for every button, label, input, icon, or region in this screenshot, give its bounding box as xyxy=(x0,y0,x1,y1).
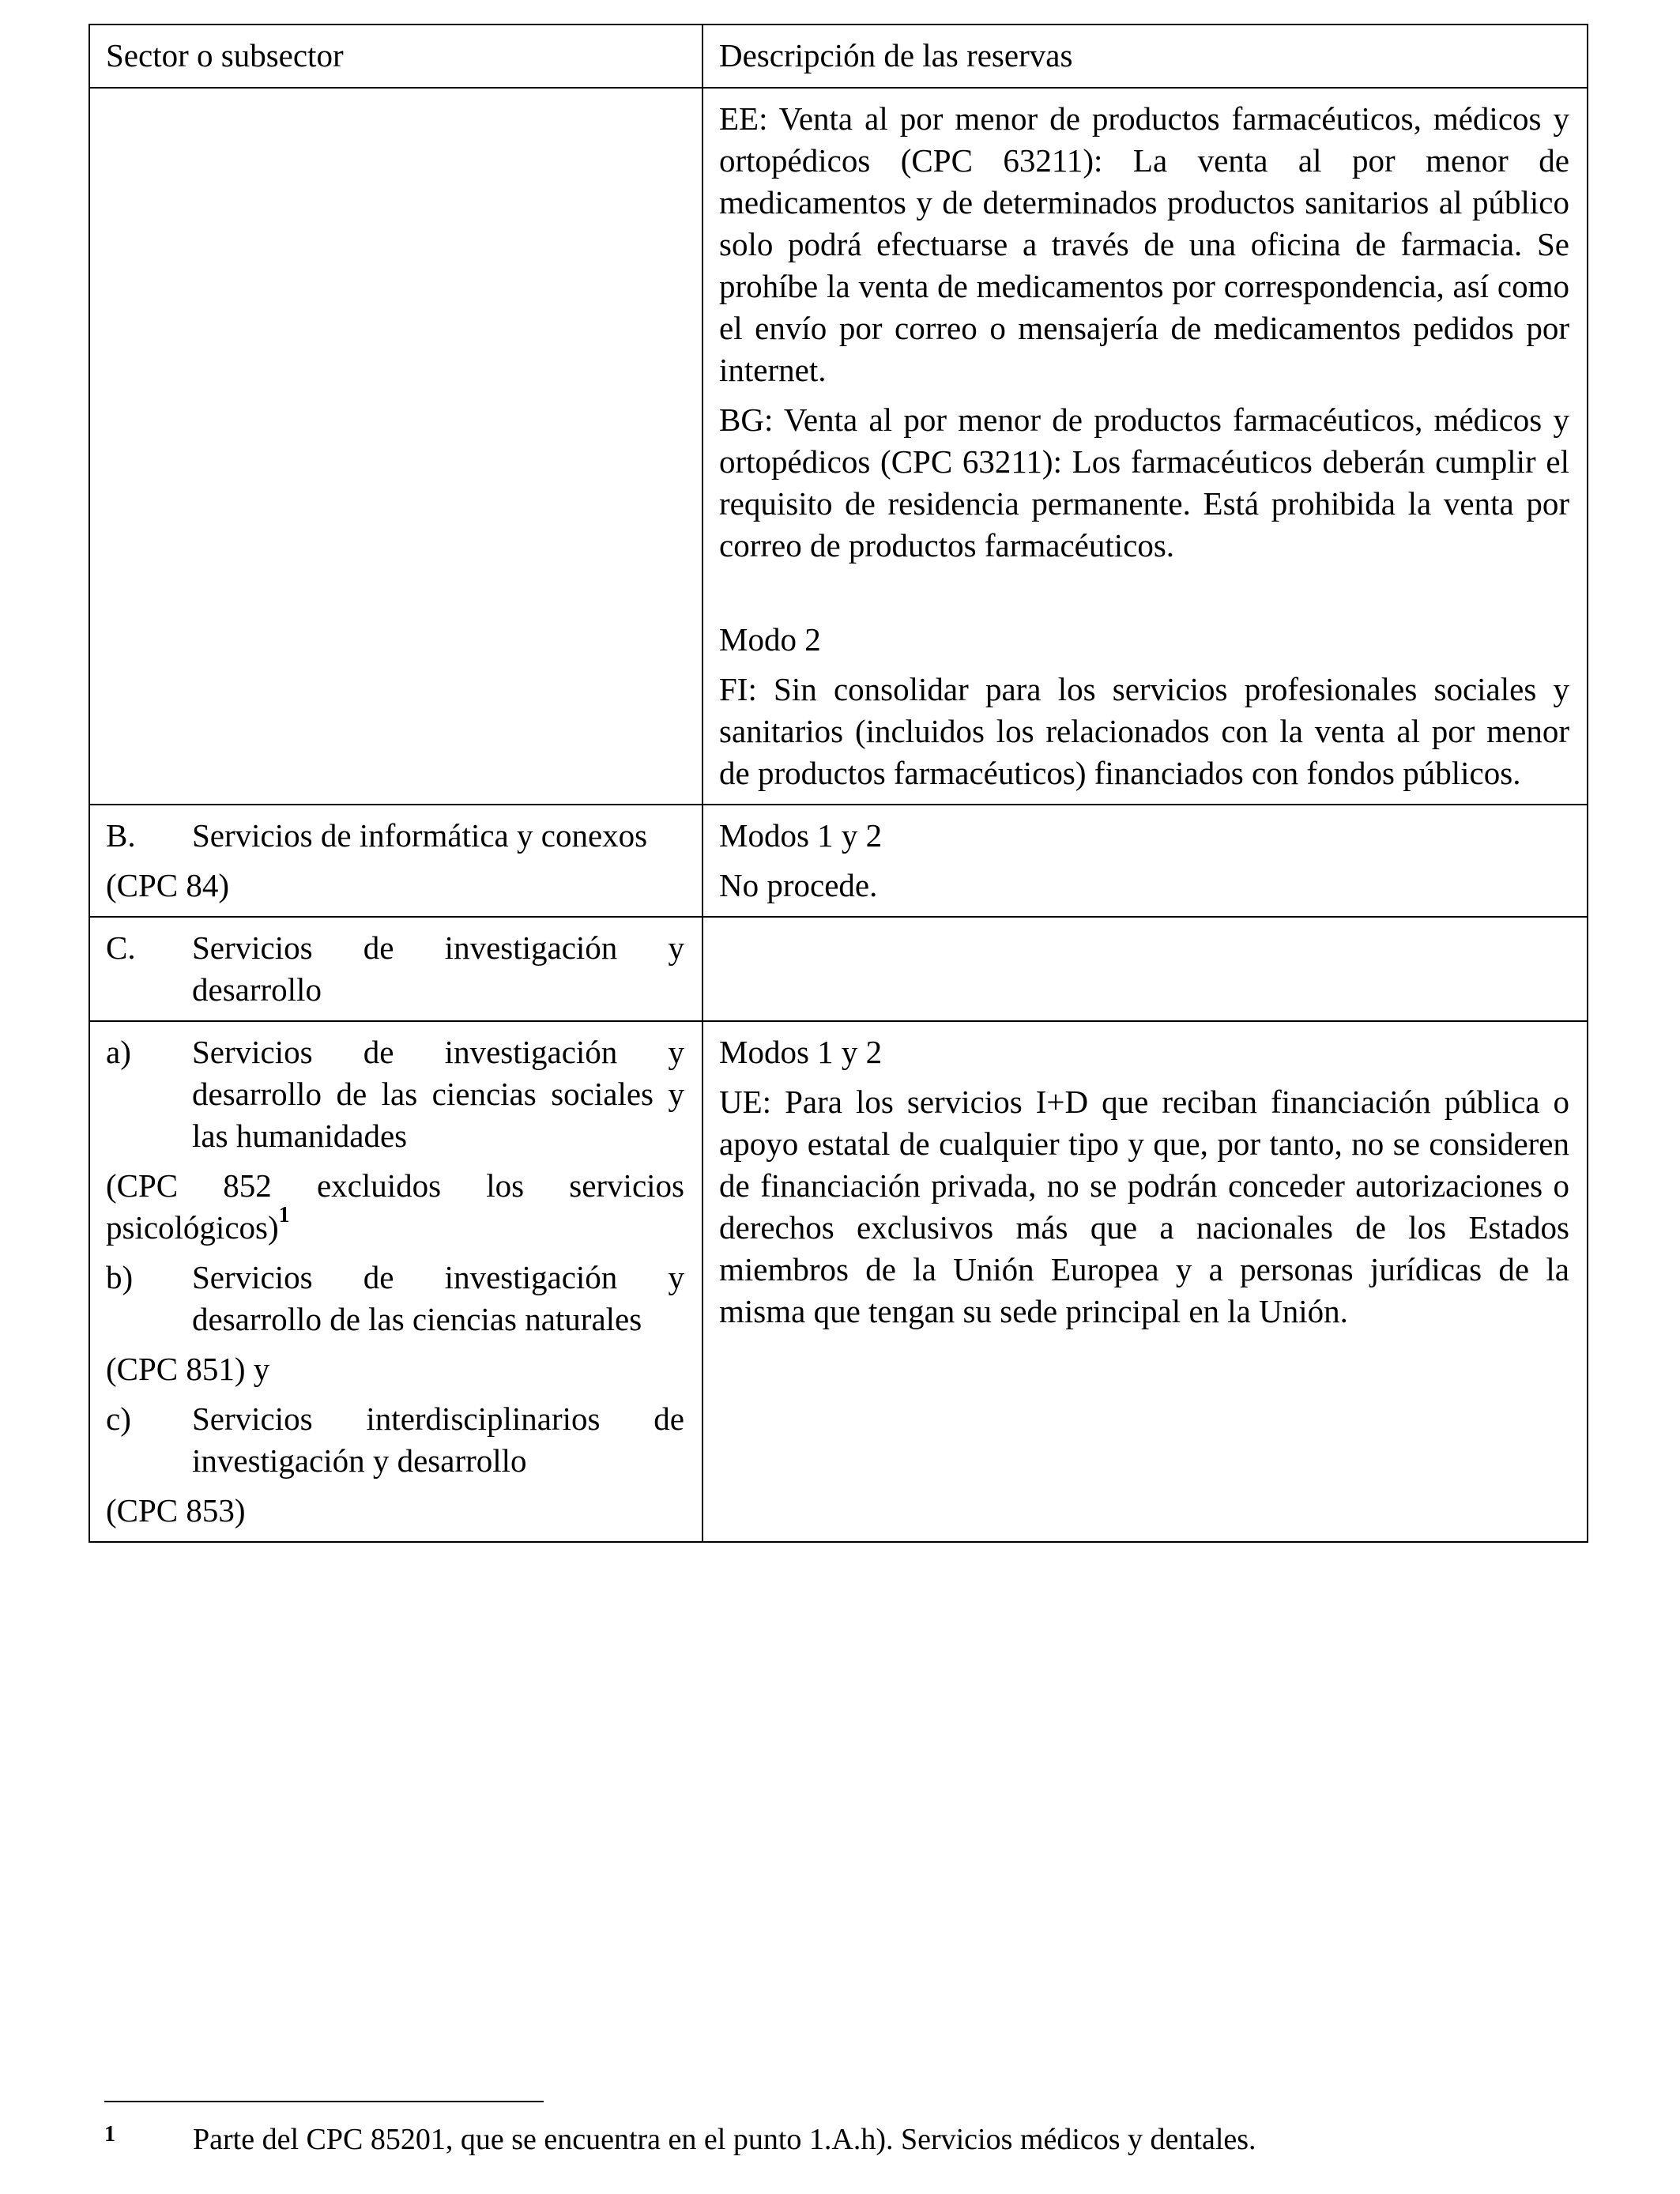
sector-cell-empty xyxy=(89,88,703,805)
description-cell-empty xyxy=(703,917,1588,1021)
reservation-bg: BG: Venta al por menor de productos farmacéuticos, médicos y ortopédicos (CPC 63211): Los farmacéuticos deberán cumplir el requisito de residencia permanente. Está prohibida la venta por correo de productos farmacéuticos. xyxy=(719,401,1569,564)
item-title: Servicios de investigación y desarrollo de las ciencias naturales xyxy=(192,1259,684,1337)
footnote-separator xyxy=(104,2101,544,2102)
item-label: c) xyxy=(106,1400,131,1437)
description-cell xyxy=(703,1021,1588,1542)
sector-cell xyxy=(89,805,703,917)
item-title: Servicios de informática y conexos xyxy=(192,817,648,854)
cpc-code xyxy=(106,1165,684,1249)
mode-heading: Modos 1 y 2 xyxy=(719,1034,883,1070)
sector-item xyxy=(106,927,684,1011)
table-row xyxy=(89,1021,1588,1542)
table-header-row xyxy=(89,25,1588,88)
footnote-mark: 1 xyxy=(104,2122,115,2147)
footnote xyxy=(104,2120,1590,2159)
cpc-code-text: (CPC 852 excluidos los servicios psicológicos) xyxy=(106,1167,684,1246)
sector-item xyxy=(106,815,684,857)
header-sector: Sector o subsector xyxy=(89,25,703,88)
cpc-code: (CPC 84) xyxy=(106,867,230,903)
footnote-text: Parte del CPC 85201, que se encuentra en el punto 1.A.h). Servicios médicos y dentales. xyxy=(193,2123,1256,2156)
item-title: Servicios de investigación y desarrollo de las ciencias sociales y las humanidades xyxy=(192,1034,684,1154)
sector-item-c xyxy=(106,1398,684,1482)
table-row xyxy=(89,805,1588,917)
mode-heading: Modos 1 y 2 xyxy=(719,817,883,854)
reservation-text: No procede. xyxy=(719,867,878,903)
mode-heading: Modo 2 xyxy=(719,621,821,658)
item-title: Servicios interdisciplinarios de investigación y desarrollo xyxy=(192,1400,684,1479)
sector-cell xyxy=(89,1021,703,1542)
reservation-fi: FI: Sin consolidar para los servicios profesionales sociales y sanitarios (incluidos los relacionados con la venta al por menor de productos farmacéuticos) financiados con fondos públicos. xyxy=(719,671,1569,791)
description-cell xyxy=(703,805,1588,917)
item-label: b) xyxy=(106,1259,134,1295)
sector-item-b xyxy=(106,1257,684,1340)
sector-cell xyxy=(89,917,703,1021)
item-title: Servicios de investigación y desarrollo xyxy=(192,929,684,1008)
sector-item-a xyxy=(106,1031,684,1157)
reservation-ue: UE: Para los servicios I+D que reciban financiación pública o apoyo estatal de cualquier tipo y que, por tanto, no se consideren de financiación privada, no se podrán conceder autorizaciones o derechos exclusivos más que a nacionales de los Estados miembros de la Unión Europea y a personas jurídicas de la misma que tengan su sede principal en la Unión. xyxy=(719,1084,1569,1329)
header-descripcion: Descripción de las reservas xyxy=(703,25,1588,88)
description-cell xyxy=(703,88,1588,805)
cpc-code: (CPC 851) y xyxy=(106,1351,270,1387)
reservation-ee: EE: Venta al por menor de productos farmacéuticos, médicos y ortopédicos (CPC 63211): La venta al por menor de medicamentos y de determinados productos sanitarios al público solo podrá efectuarse a través de una oficina de farmacia. Se prohíbe la venta de medicamentos por correspondencia, así como el envío por correo o mensajería de medicamentos pedidos por internet. xyxy=(719,100,1569,388)
item-label: C. xyxy=(106,929,136,966)
item-label: B. xyxy=(106,817,136,854)
reservations-table xyxy=(89,24,1588,1543)
footnote-reference[interactable]: 1 xyxy=(278,1203,290,1228)
table-row xyxy=(89,88,1588,805)
table-row xyxy=(89,917,1588,1021)
item-label: a) xyxy=(106,1034,131,1070)
cpc-code: (CPC 853) xyxy=(106,1492,246,1529)
